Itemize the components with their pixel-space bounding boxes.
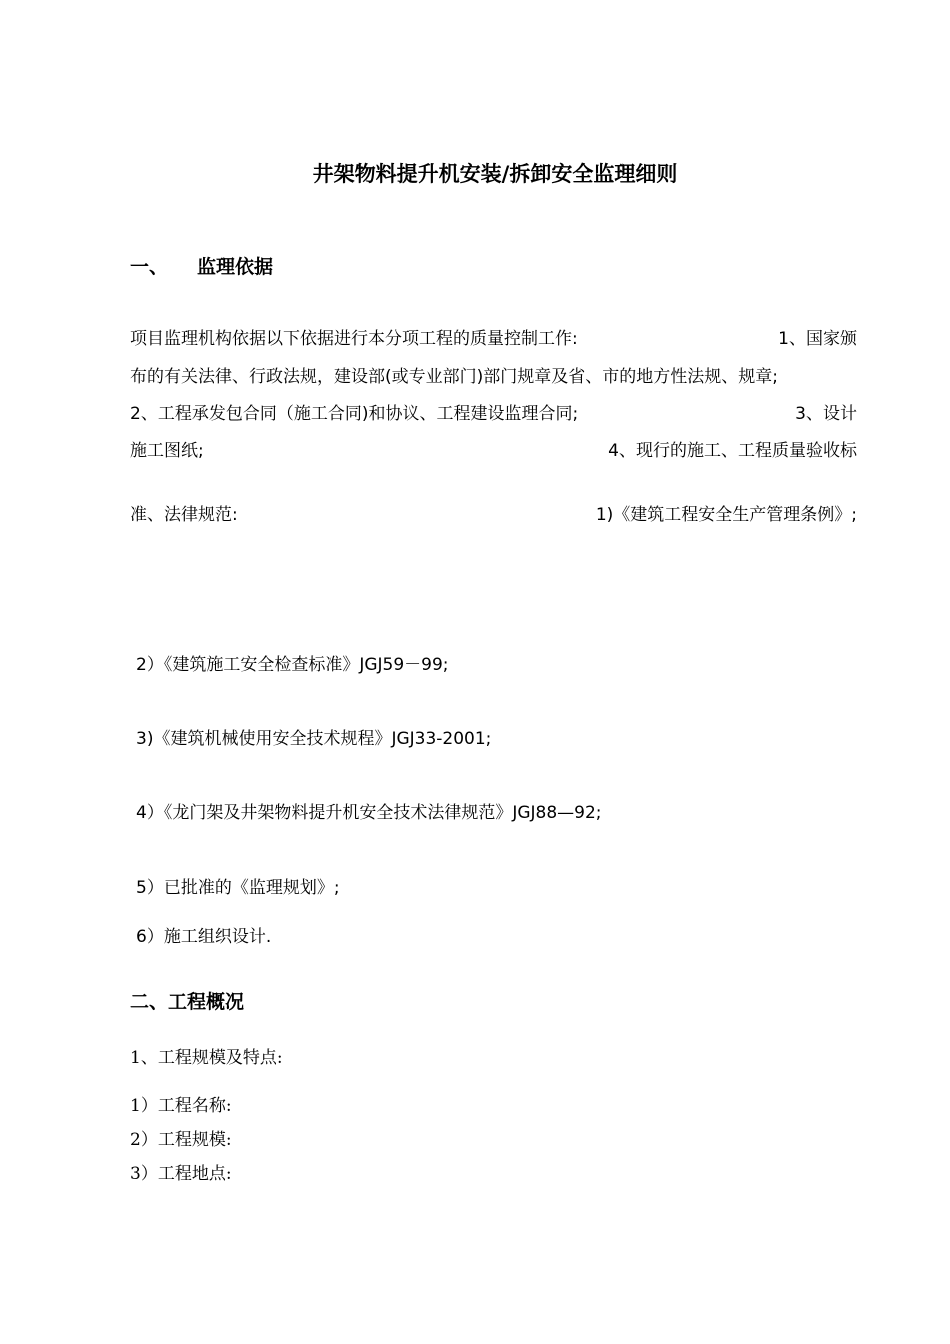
basis-intro: 项目监理机构依据以下依据进行本分项工程的质量控制工作: — [130, 329, 578, 349]
section1-heading: 监理依据 — [197, 256, 274, 278]
overview-item-3: 3）工程地点: — [130, 1164, 232, 1184]
page-title: 井架物料提升机安装/拆卸安全监理细则 — [312, 162, 678, 186]
overview-item-1: 1）工程名称: — [130, 1096, 232, 1116]
law-4: 4）《龙门架及井架物料提升机安全技术法律规范》JGJ88—92; — [136, 803, 602, 823]
law-3: 3)《建筑机械使用安全技术规程》JGJ33-2001; — [136, 729, 492, 749]
section2-heading: 二、工程概况 — [130, 991, 245, 1013]
basis-item-3-end: 施工图纸; — [130, 441, 204, 461]
law-6: 6）施工组织设计. — [136, 927, 272, 947]
law-5: 5）已批准的《监理规划》; — [136, 878, 340, 898]
basis-item-4-end: 准、法律规范: — [130, 505, 238, 525]
basis-item-3-start: 3、设计 — [795, 404, 857, 424]
overview-item-2: 2）工程规模: — [130, 1130, 232, 1150]
law-2: 2）《建筑施工安全检查标准》JGJ59－99; — [136, 655, 449, 675]
basis-item-1-cont: 布的有关法律、行政法规，建设部(或专业部门)部门规章及省、市的地方性法规、规章; — [130, 367, 778, 387]
basis-item-4-start: 4、现行的施工、工程质量验收标 — [608, 441, 857, 461]
basis-item-1-start: 1、国家颁 — [778, 329, 857, 349]
section1-number: 一、 — [130, 256, 169, 278]
basis-item-2: 2、工程承发包合同（施工合同)和协议、工程建设监理合同; — [130, 404, 579, 424]
law-1: 1)《建筑工程安全生产管理条例》; — [595, 505, 857, 525]
overview-subheading: 1、工程规模及特点: — [130, 1048, 283, 1068]
